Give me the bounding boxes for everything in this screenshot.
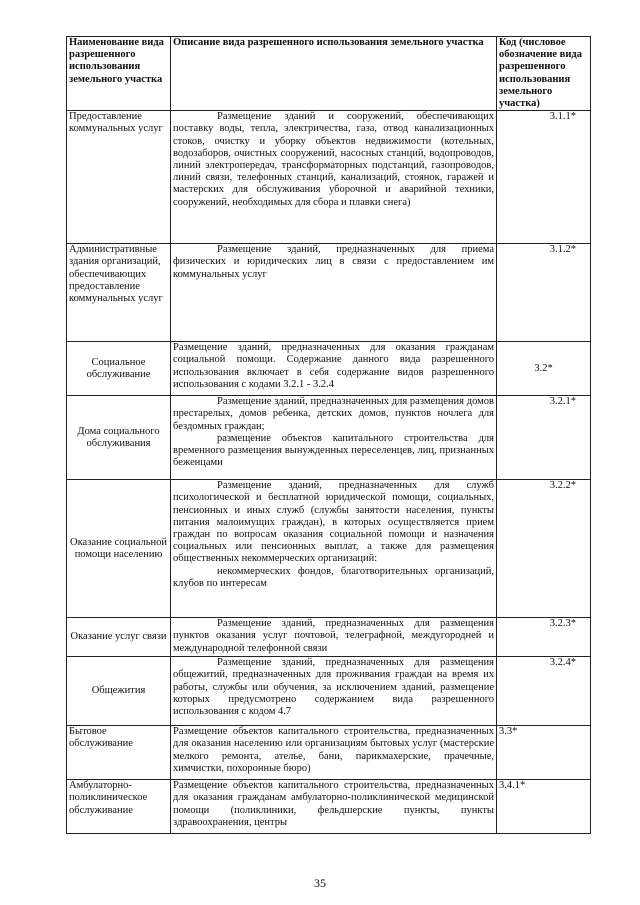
row-code: 3.3* (497, 726, 591, 780)
row-description-paragraph: Размещение объектов капитального строительства, предназначенных для оказания гражданам амбулаторно-поликлинической медицинской помощи (поликлиники, фельдшерские пункты, пункты здравоохранения, центры (173, 780, 494, 828)
row-code: 3.1.2* (497, 244, 591, 342)
row-description (171, 618, 497, 657)
row-description (171, 657, 497, 726)
land-use-table (66, 36, 591, 834)
table-row (67, 726, 591, 780)
table-row (67, 480, 591, 618)
row-name: Общежития (67, 657, 171, 726)
row-description-paragraph: Размещение зданий, предназначенных для размещения общежитий, предназначенных для проживания граждан на время их работы, службы или обучения, за исключением зданий, размещение которых предусмотрено содержанием вида разрешенного использования с кодом 4.7 (173, 657, 494, 718)
table-header-row (67, 37, 591, 111)
row-code: 3.1.1* (497, 111, 591, 244)
row-name: Амбулаторно-поликлиническое обслуживание (67, 780, 171, 834)
row-code: 3.2* (497, 342, 591, 396)
row-description-paragraph: размещение объектов капитального строительства для временного размещения вынужденных переселенцев, лиц, признанных беженцами (173, 432, 494, 469)
row-name: Бытовое обслуживание (67, 726, 171, 780)
row-description (171, 480, 497, 618)
row-name: Социальное обслуживание (67, 342, 171, 396)
table-row (67, 111, 591, 244)
row-description-paragraph: Размещение зданий, предназначенных для размещения пунктов оказания услуг почтовой, телеграфной, междугородней и международной телефонной связи (173, 618, 494, 654)
row-description-paragraph: Размещение зданий, предназначенных для размещения домов престарелых, домов ребенка, детских домов, пунктов ночлега для бездомных граждан; (173, 396, 494, 432)
table-row (67, 396, 591, 480)
row-code: 3.2.3* (497, 618, 591, 657)
row-description-paragraph: Размещение зданий, предназначенных для оказания гражданам социальной помощи. Содержание данного вида разрешенного использования включает в себя содержание видов разрешенного использования с кодами 3.2.1 - 3.2.4 (173, 342, 494, 390)
table-row (67, 780, 591, 834)
row-description-paragraph: Размещение объектов капитального строительства, предназначенных для оказания населению или организациям бытовых услуг (мастерские мелкого ремонта, ателье, бани, парикмахерские, прачечные, химчистки, похоронные бюро) (173, 726, 494, 774)
row-name: Административные здания организаций, обеспечивающих предоставление коммунальных услуг (67, 244, 171, 342)
page-number: 35 (314, 876, 326, 890)
row-description-paragraph: Размещение зданий и сооружений, обеспечивающих поставку воды, тепла, электричества, газа, отвод канализационных стоков, очистку и уборку объектов недвижимости (котельных, водозаборов, очистных сооружений, насосных станций, водопроводов, линий электропередач, трансформаторных подстанций, газопроводов, линий связи, телефонных станций, канализаций, стоянок, гаражей и мастерских для обслуживания уборочной и аварийной техники, сооружений, необходимых для сбора и плавки снега) (173, 111, 494, 208)
header-code: Код (числовое обозначение вида разрешенного использования земельного участка) (497, 37, 591, 111)
row-description (171, 111, 497, 244)
row-description-paragraph: некоммерческих фондов, благотворительных организаций, клубов по интересам (173, 565, 494, 589)
row-description (171, 780, 497, 834)
row-name: Предоставление коммунальных услуг (67, 111, 171, 244)
row-code: 3.2.1* (497, 396, 591, 480)
row-code: 3.2.4* (497, 657, 591, 726)
header-description: Описание вида разрешенного использования земельного участка (171, 37, 497, 111)
row-name: Оказание социальной помощи населению (67, 480, 171, 618)
table-row (67, 657, 591, 726)
header-name: Наименование вида разрешенного использования земельного участка (67, 37, 171, 111)
row-description (171, 726, 497, 780)
row-description-paragraph: Размещение зданий, предназначенных для приема физических и юридических лиц в связи с предоставлением им коммунальных услуг (173, 244, 494, 280)
row-description (171, 244, 497, 342)
row-description-paragraph: Размещение зданий, предназначенных для служб психологической и бесплатной юридической помощи, социальных, пенсионных и иных служб (службы занятости населения, пункты питания малоимущих граждан), в которых осуществляется прием граждан по вопросам оказания социальной помощи и назначения социальных или пенсионных выплат, а также для размещения общественных некоммерческих организаций: (173, 480, 494, 565)
table-row (67, 342, 591, 396)
row-code: 3.2.2* (497, 480, 591, 618)
row-name: Оказание услуг связи (67, 618, 171, 657)
table-row (67, 618, 591, 657)
row-description (171, 342, 497, 396)
row-name: Дома социального обслуживания (67, 396, 171, 480)
row-code: 3.4.1* (497, 780, 591, 834)
table-row (67, 244, 591, 342)
row-description (171, 396, 497, 480)
